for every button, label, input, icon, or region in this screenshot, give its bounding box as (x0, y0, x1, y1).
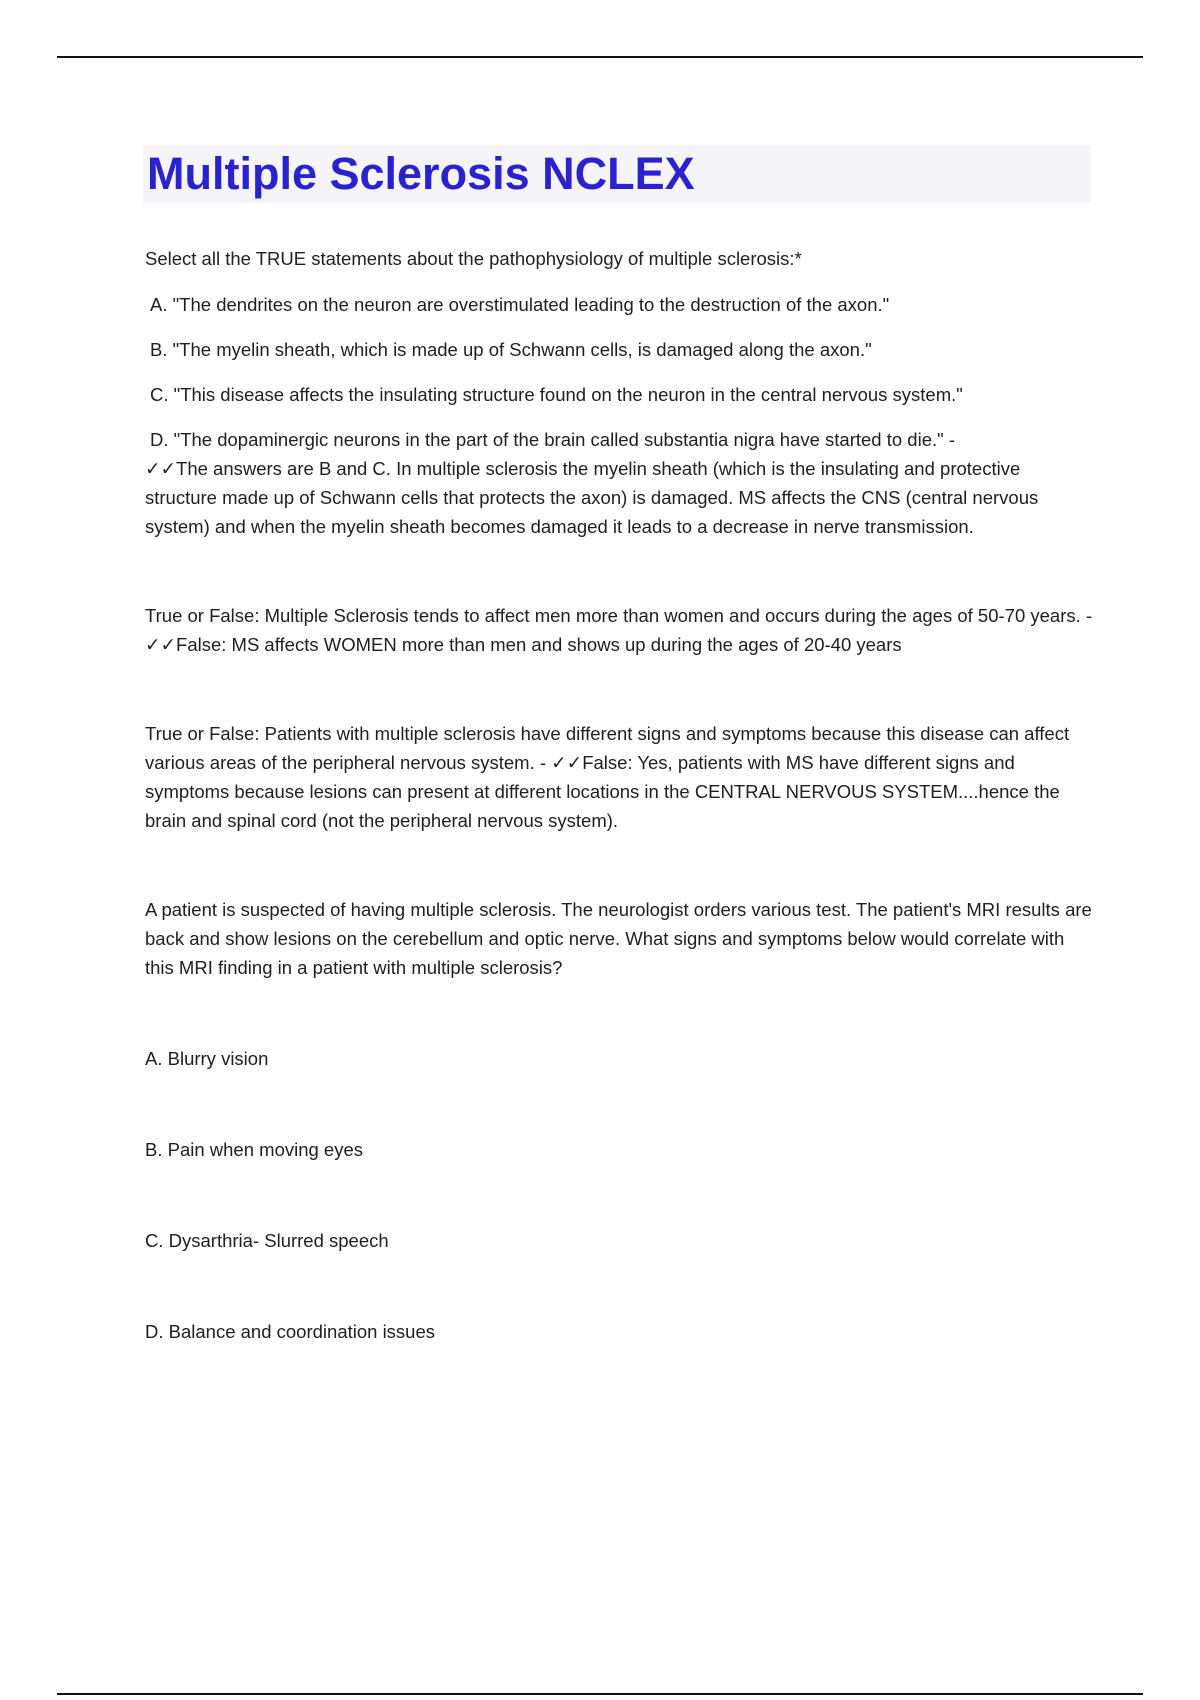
top-rule (57, 56, 1143, 58)
question-2-text (145, 601, 1095, 659)
question-4-option-c: C. Dysarthria- Slurred speech (145, 1230, 389, 1251)
question-2-prompt: True or False: Multiple Sclerosis tends to affect men more than women and occurs during the ages of 50-70 years. - (145, 605, 1093, 626)
page-title: Multiple Sclerosis NCLEX (147, 148, 695, 199)
question-4-option-b: B. Pain when moving eyes (145, 1139, 364, 1160)
question-2 (145, 601, 1095, 659)
question-1-option-b: B. "The myelin sheath, which is made up of Schwann cells, is damaged along the axon." (150, 339, 872, 360)
question-3-answer: False: Yes, patients with MS have different signs and symptoms because lesions can present at different locations in the CENTRAL NERVOUS SYSTEM....hence the brain and spinal cord (not the peripheral nervous system). (145, 752, 1060, 831)
question-3-text (145, 719, 1095, 835)
checkmark-icon: ✓✓ (145, 634, 177, 655)
question-2-answer: False: MS affects WOMEN more than men and shows up during the ages of 20-40 years (176, 634, 902, 655)
question-1-option-d: D. "The dopaminergic neurons in the part of the brain called substantia nigra have started to die." - (150, 429, 955, 450)
question-1-option-c: C. "This disease affects the insulating structure found on the neuron in the central nervous system." (150, 384, 963, 405)
question-1-answer-text: The answers are B and C. In multiple sclerosis the myelin sheath (which is the insulating and protective structure made up of Schwann cells that protects the axon) is damaged. MS affects the CNS (central nervous system) and when the myelin sheath becomes damaged it leads to a decrease in nerve transmission. (145, 458, 1039, 537)
checkmark-icon: ✓✓ (145, 458, 177, 479)
question-1-option-a: A. "The dendrites on the neuron are overstimulated leading to the destruction of the axon." (150, 294, 890, 315)
question-4-prompt: A patient is suspected of having multiple sclerosis. The neurologist orders various test. The patient's MRI results are back and show lesions on the cerebellum and optic nerve. What signs and symptoms below would correlate with this MRI finding in a patient with multiple sclerosis? (145, 899, 1092, 978)
question-3 (145, 719, 1095, 835)
question-4-option-a: A. Blurry vision (145, 1048, 269, 1069)
question-1 (145, 244, 1095, 541)
question-1-answer (145, 454, 1095, 541)
document-body (145, 244, 1095, 1346)
checkmark-icon: ✓✓ (551, 752, 583, 773)
question-3-prompt: True or False: Patients with multiple sclerosis have different signs and symptoms because this disease can affect various areas of the peripheral nervous system. - (145, 723, 1070, 773)
bottom-rule (57, 1693, 1143, 1695)
question-4 (145, 895, 1095, 1346)
question-4-option-d: D. Balance and coordination issues (145, 1321, 436, 1342)
question-1-prompt: Select all the TRUE statements about the pathophysiology of multiple sclerosis:* (145, 248, 802, 269)
